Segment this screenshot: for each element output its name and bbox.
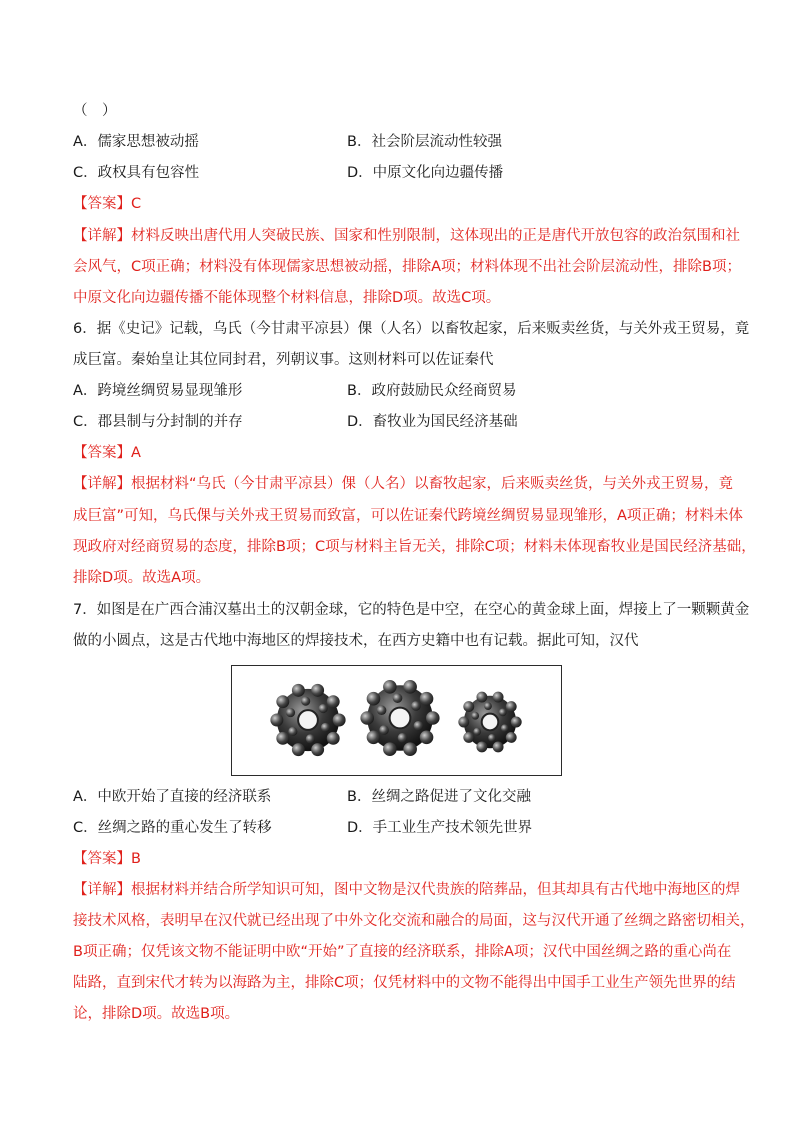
answer-value: B	[131, 851, 141, 867]
gold-bead-2	[360, 680, 439, 756]
q5-detail-line-1: 【详解】材料反映出唐代用人突破民族、国家和性别限制，这体现出的正是唐代开放包容的政治氛围和社	[73, 228, 740, 244]
q7-option-a: A．中欧开始了直接的经济联系	[73, 789, 272, 805]
q5-answer-paren: （ ）	[73, 103, 117, 119]
q7-option-c: C．丝绸之路的重心发生了转移	[73, 820, 272, 836]
detail-tag: 【详解】	[73, 228, 131, 244]
q6-option-b: B．政府鼓励民众经商贸易	[347, 383, 517, 399]
answer-tag: 【答案】	[73, 445, 131, 461]
gold-beads-illustration	[232, 666, 560, 774]
q5-detail-line-3: 中原文化向边疆传播不能体现整个材料信息，排除D项。故选C项。	[73, 290, 501, 306]
q6-detail-line-2: 成巨富”可知，乌氏倮与关外戎王贸易而致富，可以佐证秦代跨境丝绸贸易显现雏形，A项正确；材料未体	[73, 508, 743, 524]
gold-beads-photo	[231, 665, 562, 776]
q7-detail-line-3: B项正确；仅凭该文物不能证明中欧“开始”了直接的经济联系，排除A项；汉代中国丝绸之路的重心尚在	[73, 944, 732, 960]
answer-value: A	[131, 445, 141, 461]
q6-option-c: C．郡县制与分封制的并存	[73, 414, 243, 430]
q6-option-d: D．畜牧业为国民经济基础	[347, 414, 518, 430]
q6-option-a: A．跨境丝绸贸易显现雏形	[73, 383, 243, 399]
q6-stem-line-2: 成巨富。秦始皇让其位同封君，列朝议事。这则材料可以佐证秦代	[73, 352, 494, 368]
answer-tag: 【答案】	[73, 196, 131, 212]
q5-answer	[73, 194, 141, 214]
q7-detail-line-2: 接技术风格，表明早在汉代就已经出现了中外文化交流和融合的局面，这与汉代开通了丝绸之路密切相关，	[73, 913, 755, 929]
answer-tag: 【答案】	[73, 851, 131, 867]
q5-option-c: C．政权具有包容性	[73, 165, 200, 181]
q6-detail-line-4: 排除D项。故选A项。	[73, 570, 211, 586]
detail-tag: 【详解】	[73, 476, 131, 492]
q5-option-b: B．社会阶层流动性较强	[347, 134, 502, 150]
q5-detail-line-2: 会风气，C项正确；材料没有体现儒家思想被动摇，排除A项；材料体现不出社会阶层流动性，排除B项；	[73, 259, 741, 275]
gold-bead-3	[458, 692, 521, 753]
q7-detail-line-5: 论，排除D项。故选B项。	[73, 1006, 240, 1022]
q6-detail-line-3: 现政府对经商贸易的态度，排除B项；C项与材料主旨无关，排除C项；材料未体现畜牧业是国民经济基础，	[73, 539, 756, 555]
q6-stem-line-1: 6．据《史记》记载，乌氏（今甘肃平凉县）倮（人名）以畜牧起家，后来贩卖丝货，与关外戎王贸易，竟	[73, 321, 750, 337]
answer-value: C	[131, 196, 142, 212]
q7-stem-line-1: 7．如图是在广西合浦汉墓出土的汉朝金球，它的特色是中空，在空心的黄金球上面，焊接上了一颗颗黄金	[73, 602, 750, 618]
q6-answer	[73, 443, 141, 463]
q5-option-a: A．儒家思想被动摇	[73, 134, 199, 150]
q7-detail-line-4: 陆路，直到宋代才转为以海路为主，排除C项；仅凭材料中的文物不能得出中国手工业生产领先世界的结	[73, 975, 736, 991]
q6-detail-line-1: 【详解】根据材料“乌氏（今甘肃平凉县）倮（人名）以畜牧起家，后来贩卖丝货，与关外戎王贸易，竟	[73, 476, 734, 492]
q7-detail-line-1: 【详解】根据材料并结合所学知识可知，图中文物是汉代贵族的陪葬品，但其却具有古代地中海地区的焊	[73, 882, 740, 898]
q7-option-b: B．丝绸之路促进了文化交融	[347, 789, 531, 805]
q7-stem-line-2: 做的小圆点，这是古代地中海地区的焊接技术，在西方史籍中也有记载。据此可知，汉代	[73, 633, 639, 649]
gold-bead-1	[270, 684, 345, 756]
detail-tag: 【详解】	[73, 882, 131, 898]
q7-option-d: D．手工业生产技术领先世界	[347, 820, 533, 836]
q7-answer	[73, 849, 141, 869]
q5-option-d: D．中原文化向边疆传播	[347, 165, 504, 181]
